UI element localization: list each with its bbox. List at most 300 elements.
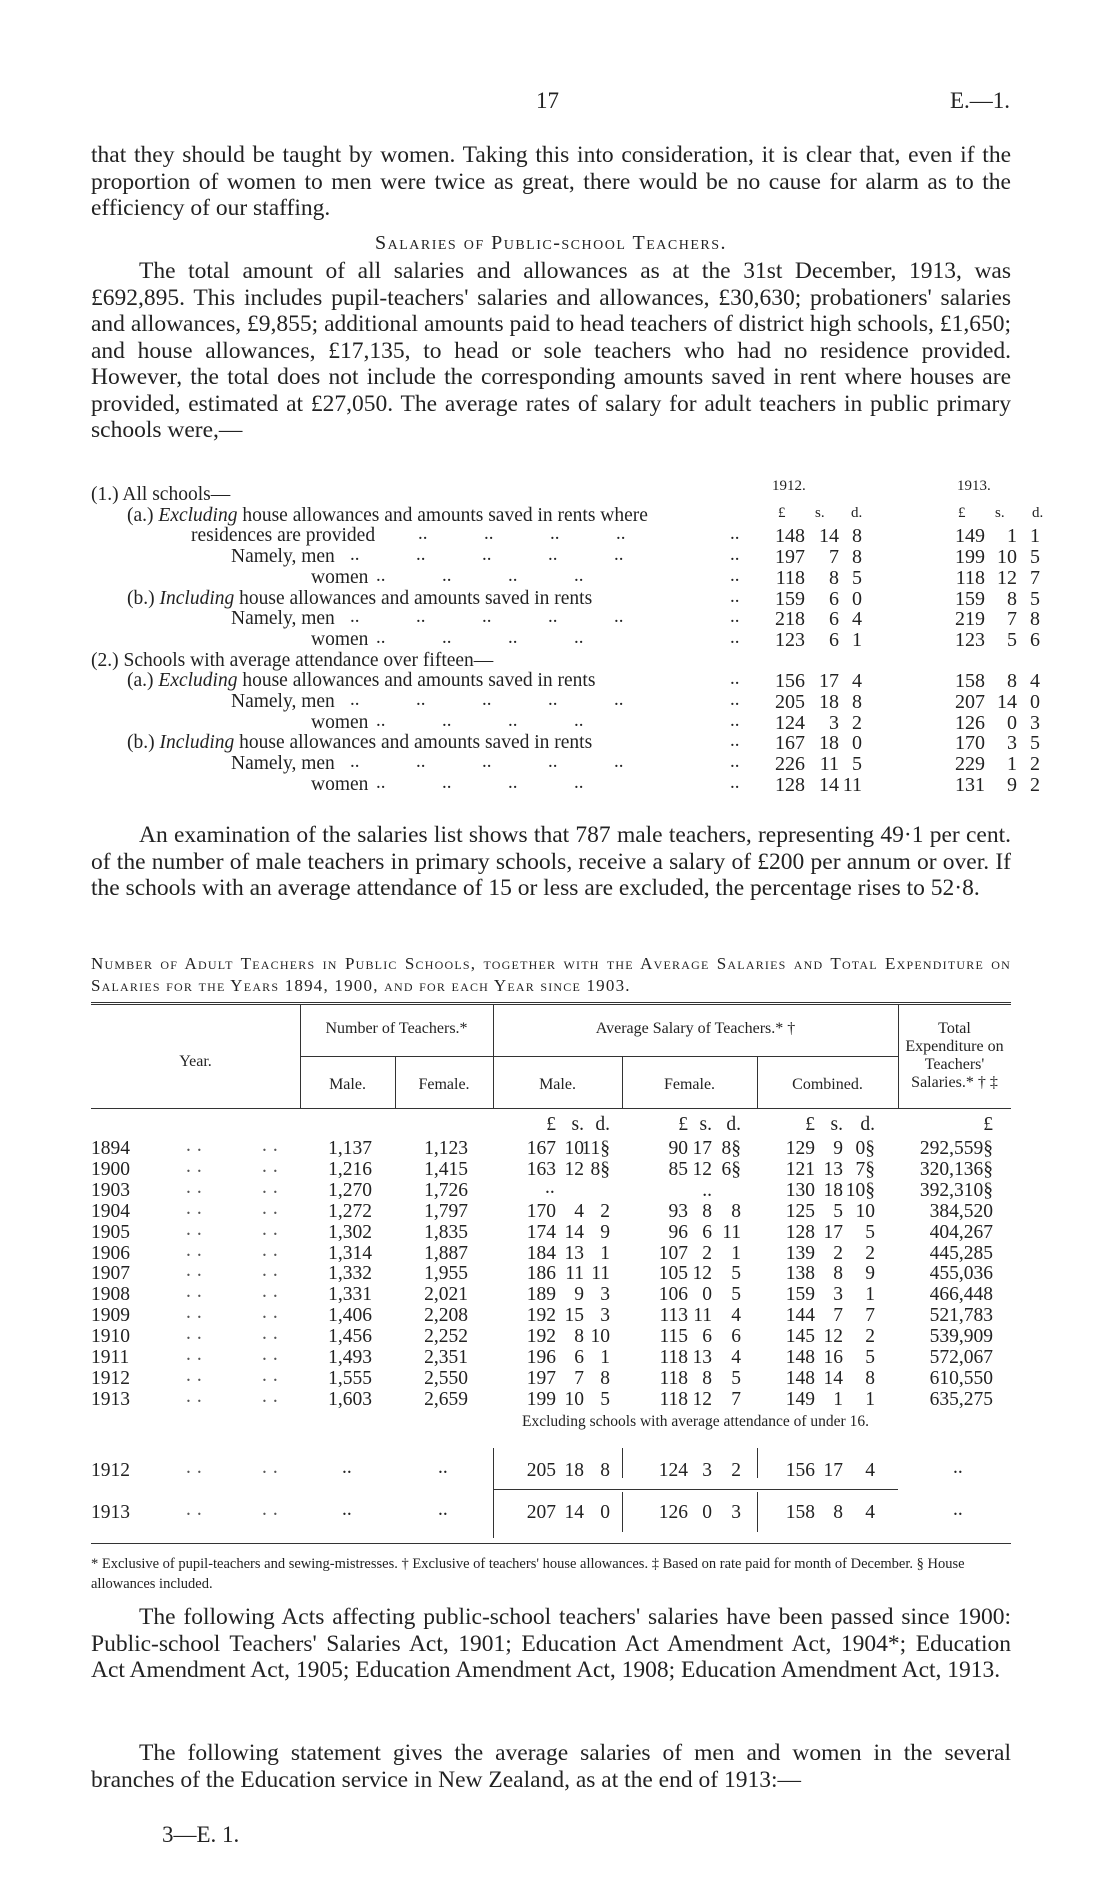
row-avg-female: 105 (658, 1263, 688, 1285)
rates-value-1913: 2 (1030, 773, 1040, 796)
row-avg-female: 0 (702, 1502, 712, 1523)
rates-value-1913: 1 (1030, 525, 1040, 548)
rates-value-1912: 123 (775, 628, 805, 651)
rates-value-1913: 207 (955, 691, 985, 713)
excl-rule (493, 1489, 898, 1490)
row-avg-combined: 129 (785, 1138, 815, 1159)
row-avg-male: 192 (526, 1305, 556, 1327)
rates-value-1912: 3 (829, 711, 839, 734)
rates-value-1912: 218 (775, 608, 805, 631)
row-male-count: 1,302 (328, 1221, 372, 1243)
rates-unit-header: s. (815, 505, 825, 521)
row-avg-combined: 1 (833, 1388, 843, 1410)
row-avg-male: 2 (600, 1200, 610, 1222)
row-leader-dots: .. (186, 1197, 208, 1219)
row-female-count: 2,550 (424, 1367, 468, 1389)
row-avg-male: 8 (600, 1367, 610, 1389)
rates-unit-header: £ (778, 505, 786, 521)
row-avg-female: 113 (659, 1305, 688, 1327)
row-avg-female: 2 (731, 1460, 741, 1481)
row-leader-dots: .. (186, 1218, 208, 1240)
row-leader-dots: .. (262, 1197, 284, 1219)
rates-leader-dots: .. (730, 626, 740, 648)
row-avg-female: 106 (658, 1284, 688, 1306)
rates-leader-dots: .. (574, 709, 584, 731)
row-avg-combined: 5 (865, 1347, 875, 1368)
rates-line-label: Namely, men (231, 753, 335, 775)
row-avg-male: 170 (526, 1200, 556, 1222)
rates-value-1913: 3 (1007, 732, 1017, 755)
row-year: 1909 (91, 1305, 130, 1327)
unit-avg-male: s. (571, 1114, 584, 1135)
row-year: 1908 (91, 1284, 130, 1306)
row-avg-combined: 14 (823, 1367, 843, 1389)
rates-value-1913: 5 (1030, 587, 1040, 610)
row-avg-combined: 12 (823, 1326, 843, 1348)
rates-value-1912: 5 (852, 753, 862, 776)
row-avg-male: 205 (526, 1460, 556, 1481)
row-male-count: 1,603 (328, 1388, 372, 1410)
rates-leader-dots: .. (614, 689, 624, 710)
row-female-count: 2,021 (424, 1284, 468, 1306)
row-female-count: .. (438, 1457, 448, 1478)
rates-leader-dots: .. (548, 689, 558, 710)
rates-leader-dots: .. (350, 689, 360, 710)
rates-value-1912: 14 (819, 525, 839, 548)
header-year: Year. (179, 1053, 212, 1070)
row-avg-combined: 130 (785, 1179, 815, 1201)
rates-value-1912: 0 (852, 732, 862, 755)
rates-line-label: (2.) Schools with average attendance over fifteen— (91, 649, 494, 671)
row-avg-female: 5 (731, 1284, 741, 1306)
rates-leader-dots: .. (376, 771, 386, 793)
row-avg-female: 6§ (721, 1158, 741, 1180)
row-avg-combined: 17 (823, 1460, 843, 1481)
rates-line-label: Namely, men (231, 608, 335, 630)
row-leader-dots: .. (186, 1323, 208, 1345)
row-avg-combined: 1 (865, 1284, 875, 1306)
statement-paragraph (91, 1740, 1011, 1793)
header-number-group: Number of Teachers.* (325, 1020, 468, 1037)
rates-value-1912: 18 (819, 732, 839, 755)
row-avg-male: 18 (564, 1460, 584, 1481)
row-avg-combined: 5 (833, 1200, 843, 1222)
rates-leader-dots: .. (350, 544, 360, 566)
row-avg-combined: 7§ (855, 1158, 875, 1180)
row-avg-male: 186 (526, 1263, 556, 1285)
row-total: 539,909 (929, 1326, 993, 1348)
row-year: 1905 (91, 1221, 130, 1243)
rates-value-1912: 14 (819, 773, 839, 796)
row-avg-female: 118 (659, 1367, 688, 1389)
rates-value-1912: 197 (775, 546, 805, 569)
row-leader-dots: .. (262, 1457, 284, 1478)
row-total: 292,559§ (919, 1138, 993, 1159)
row-avg-female: 93 (668, 1200, 688, 1222)
row-avg-female: 6 (702, 1221, 712, 1243)
rates-value-1913: 229 (955, 753, 985, 776)
row-leader-dots: .. (186, 1302, 208, 1324)
row-total: 455,036 (929, 1263, 993, 1285)
rates-value-1912: 8 (852, 546, 862, 569)
rates-leader-dots: .. (376, 564, 386, 586)
rates-value-1913: 8 (1007, 587, 1017, 610)
excluding-note: Excluding schools with average attendance of under 16. (522, 1412, 869, 1430)
rates-leader-dots: .. (508, 771, 518, 793)
rates-unit-header: s. (995, 505, 1005, 521)
row-avg-male: 11 (565, 1263, 584, 1285)
rates-line-label: (1.) All schools— (91, 484, 231, 505)
row-leader-dots: .. (262, 1176, 284, 1198)
row-total: .. (953, 1457, 963, 1478)
rates-leader-dots: .. (416, 606, 426, 628)
rates-value-1912: 148 (775, 525, 805, 548)
row-year: 1904 (91, 1200, 130, 1222)
rates-leader-dots: .. (730, 689, 740, 710)
row-avg-female: 11 (722, 1221, 741, 1243)
rates-value-1913: 5 (1030, 546, 1040, 569)
row-leader-dots: .. (186, 1155, 208, 1177)
rates-line-label: (a.) Excluding house allowances and amounts saved in rents (127, 670, 596, 692)
row-leader-dots: .. (186, 1364, 208, 1386)
row-avg-combined: 144 (785, 1305, 815, 1327)
row-avg-combined: 156 (785, 1460, 815, 1481)
row-year: 1903 (91, 1179, 130, 1201)
row-avg-male: 8 (574, 1326, 584, 1348)
row-male-count: 1,216 (328, 1158, 372, 1180)
row-avg-combined: 149 (785, 1388, 815, 1410)
rates-value-1912: 8 (852, 691, 862, 713)
row-total: 320,136§ (919, 1158, 993, 1180)
row-avg-female: 1 (731, 1242, 741, 1264)
row-male-count: 1,272 (328, 1200, 372, 1222)
row-avg-female: 3 (702, 1460, 712, 1481)
rates-leader-dots: .. (730, 709, 740, 731)
row-avg-male: 10 (590, 1326, 610, 1348)
row-avg-male: 14 (564, 1221, 584, 1243)
rates-value-1913: 3 (1030, 711, 1040, 734)
rates-value-1913: 158 (955, 670, 985, 693)
row-avg-male: 10 (564, 1138, 584, 1159)
unit-total: £ (983, 1114, 993, 1135)
page-number: 17 (536, 88, 559, 113)
row-leader-dots: .. (186, 1281, 208, 1303)
rates-unit-header: £ (958, 505, 966, 521)
row-avg-female: 5 (731, 1367, 741, 1389)
section-heading: Salaries of Public-school Teachers. (374, 232, 728, 254)
row-avg-female: 11 (693, 1305, 712, 1327)
row-avg-female: 13 (692, 1347, 712, 1368)
row-total: 572,067 (929, 1347, 993, 1368)
rates-value-1913: 9 (1007, 773, 1017, 796)
header-avg-combined: Combined. (792, 1076, 863, 1093)
header-total: Total Expenditure on Teachers' Salaries.* † ‡ (905, 1020, 1004, 1091)
row-avg-combined: 148 (785, 1367, 815, 1389)
row-avg-female: 2 (702, 1242, 712, 1264)
row-total: 392,310§ (919, 1179, 993, 1201)
rates-value-1913: 199 (955, 546, 985, 569)
row-avg-female: 4 (731, 1305, 741, 1327)
row-total: 384,520 (929, 1200, 993, 1222)
rates-leader-dots: .. (508, 709, 518, 731)
rates-value-1912: 6 (829, 628, 839, 651)
row-leader-dots: .. (186, 1176, 208, 1198)
unit-avg-combined: s. (830, 1114, 843, 1135)
row-female-count: 2,252 (424, 1326, 468, 1348)
row-leader-dots: .. (186, 1499, 208, 1520)
rates-leader-dots: .. (574, 771, 584, 793)
row-avg-male: 163 (526, 1158, 556, 1180)
row-male-count: 1,493 (328, 1347, 372, 1368)
rates-value-1912: 18 (819, 691, 839, 713)
row-avg-male: 207 (526, 1502, 556, 1523)
row-avg-male: 12 (564, 1158, 584, 1180)
rates-leader-dots: .. (574, 626, 584, 648)
rates-leader-dots: .. (418, 523, 428, 545)
row-avg-female: 8 (702, 1367, 712, 1389)
row-avg-combined: 125 (785, 1200, 815, 1222)
row-avg-combined: 10 (855, 1200, 875, 1222)
row-avg-combined: 128 (785, 1221, 815, 1243)
row-leader-dots: .. (186, 1239, 208, 1261)
row-leader-dots: .. (262, 1364, 284, 1386)
row-year: 1906 (91, 1242, 130, 1264)
row-avg-combined: 16 (823, 1347, 843, 1368)
row-avg-male: 11§ (581, 1138, 610, 1159)
unit-avg-female: s. (699, 1114, 712, 1135)
row-avg-combined: 2 (833, 1242, 843, 1264)
row-leader-dots: .. (262, 1323, 284, 1345)
row-avg-male: 3 (600, 1305, 610, 1327)
row-avg-male-empty: .. (545, 1176, 555, 1198)
rates-value-1913: 10 (997, 546, 1017, 569)
row-avg-combined: 139 (785, 1242, 815, 1264)
excl-column-rule (493, 1492, 494, 1532)
row-male-count: 1,332 (328, 1263, 372, 1285)
rates-value-1913: 6 (1030, 628, 1040, 651)
rates-leader-dots: .. (376, 709, 386, 731)
row-avg-combined: 17 (823, 1221, 843, 1243)
rates-value-1912: 159 (775, 587, 805, 610)
row-male-count: 1,456 (328, 1326, 372, 1348)
row-female-count: 2,208 (424, 1305, 468, 1327)
rates-emphasis: Including (159, 587, 235, 609)
row-year: 1912 (91, 1460, 130, 1481)
row-avg-female: 4 (731, 1347, 741, 1368)
header-average-group: Average Salary of Teachers.* † (595, 1020, 796, 1037)
rates-value-1912: 128 (775, 773, 805, 796)
row-leader-dots: .. (262, 1155, 284, 1177)
row-avg-male: 7 (574, 1367, 584, 1389)
rates-emphasis: Excluding (158, 504, 238, 526)
row-avg-male: 8§ (590, 1158, 610, 1180)
rates-value-1912: 0 (852, 587, 862, 610)
row-female-count: 1,415 (424, 1158, 468, 1180)
rates-value-1913: 12 (997, 566, 1017, 589)
rates-leader-dots: .. (416, 544, 426, 566)
row-male-count: 1,137 (328, 1138, 372, 1159)
rates-value-1912: 5 (852, 566, 862, 589)
row-avg-female: 12 (692, 1263, 712, 1285)
rates-value-1913: 159 (955, 587, 985, 610)
rates-leader-dots: .. (442, 709, 452, 731)
rates-value-1912: 205 (775, 691, 805, 713)
row-male-count: 1,406 (328, 1305, 372, 1327)
rates-line-label: Namely, men (231, 691, 335, 712)
rates-leader-dots: .. (614, 606, 624, 628)
row-avg-female: 85 (668, 1158, 688, 1180)
acts-paragraph (91, 1604, 1011, 1684)
row-female-count: 1,887 (424, 1242, 468, 1264)
rates-value-1913: 118 (955, 566, 985, 589)
row-year: 1913 (91, 1502, 130, 1523)
row-avg-male: 192 (526, 1326, 556, 1348)
row-avg-combined: 5 (865, 1221, 875, 1243)
row-avg-female: 107 (658, 1242, 688, 1264)
row-avg-female: 3 (731, 1502, 741, 1523)
row-leader-dots: .. (186, 1135, 208, 1156)
rates-value-1913: 219 (955, 608, 985, 631)
rates-leader-dots: .. (482, 606, 492, 628)
rates-value-1913: 131 (955, 773, 985, 796)
rates-value-1912: 1 (852, 628, 862, 651)
row-avg-female: 8 (731, 1200, 741, 1222)
rates-leader-dots: .. (616, 523, 626, 545)
rates-value-1912: 17 (819, 670, 839, 693)
row-avg-female: 124 (658, 1460, 688, 1481)
salaries-text: The total amount of all salaries and allowances as at the 31st December, 1913, was £692,895. This includes pupil-teachers' salaries and allowances, £30,630; probationers' salaries and allowances, £9,855; additional amounts paid to head teachers of district high schools, £1,650; and house allowances, £17,135, to head or sole teachers who had no residence provided. However, the total does not include the corresponding amounts saved in rent where houses are provided, estimated at £27,050. The average rates of salary for adult teachers in public primary schools were,— (91, 258, 1011, 443)
row-female-count: 2,659 (424, 1388, 468, 1410)
rates-leader-dots: .. (730, 771, 740, 793)
row-avg-combined: 158 (785, 1502, 815, 1523)
table-footnote: * Exclusive of pupil-teachers and sewing-mistresses. † Exclusive of teachers' house allowances. ‡ Based on rate paid for month of December. § House allowances included. (91, 1556, 965, 1592)
row-male-count: .. (342, 1457, 352, 1478)
row-leader-dots: .. (262, 1260, 284, 1282)
rates-value-1913: 126 (955, 711, 985, 734)
row-leader-dots: .. (262, 1135, 284, 1156)
row-avg-female: 118 (659, 1388, 688, 1410)
row-avg-combined: 121 (785, 1158, 815, 1180)
rates-value-1913: 5 (1030, 732, 1040, 755)
intro-text: that they should be taught by women. Taking this into consideration, it is clear that, even if the proportion of women to men were twice as great, there would be no cause for alarm as to the efficiency of our staffing. (91, 142, 1011, 221)
row-avg-male: 1 (600, 1242, 610, 1264)
excl-column-rule (622, 1448, 623, 1478)
rates-leader-dots: .. (350, 751, 360, 773)
document-reference: E.—1. (950, 88, 1011, 113)
row-avg-combined: 0§ (855, 1138, 875, 1159)
rates-value-1912: 124 (775, 711, 805, 734)
row-avg-combined: 18 (823, 1179, 843, 1201)
rates-leader-dots: .. (574, 564, 584, 586)
row-year: 1912 (91, 1367, 130, 1389)
row-avg-combined: 7 (865, 1305, 875, 1327)
row-male-count: 1,331 (328, 1284, 372, 1306)
row-total: .. (953, 1499, 963, 1520)
rates-leader-dots: .. (376, 626, 386, 648)
rates-line-label: women (311, 566, 369, 588)
rates-value-1913: 123 (955, 628, 985, 651)
row-avg-male: 15 (564, 1305, 584, 1327)
rates-leader-dots: .. (730, 730, 740, 752)
row-year: 1913 (91, 1388, 130, 1410)
row-avg-male: 3 (600, 1284, 610, 1306)
rates-leader-dots: .. (730, 523, 740, 545)
rates-value-1913: 1 (1007, 753, 1017, 776)
rates-leader-dots: .. (508, 564, 518, 586)
row-avg-female: 126 (658, 1502, 688, 1523)
row-male-count: 1,555 (328, 1367, 372, 1389)
row-avg-male: 5 (600, 1388, 610, 1410)
rates-leader-dots: .. (614, 751, 624, 773)
row-avg-combined: 13 (823, 1158, 843, 1180)
row-avg-male: 174 (526, 1221, 556, 1243)
row-avg-female: 0 (702, 1284, 712, 1306)
row-total: 635,275 (929, 1388, 993, 1410)
row-year: 1894 (91, 1138, 130, 1159)
rates-value-1913: 8 (1030, 608, 1040, 631)
rates-line-label: (b.) Including house allowances and amounts saved in rents (127, 732, 593, 754)
rates-value-1912: 4 (852, 670, 862, 693)
row-avg-female: 115 (659, 1326, 688, 1348)
row-avg-combined: 145 (785, 1326, 815, 1348)
row-avg-combined: 4 (865, 1502, 875, 1523)
rates-leader-dots: .. (730, 585, 740, 607)
rates-unit-header: d. (851, 505, 863, 521)
row-avg-combined: 10§ (845, 1179, 875, 1201)
rates-leader-dots: .. (614, 544, 624, 566)
rates-leader-dots: .. (730, 751, 740, 773)
row-avg-female: 6 (702, 1326, 712, 1348)
row-avg-male: 197 (526, 1367, 556, 1389)
row-leader-dots: .. (262, 1302, 284, 1324)
row-leader-dots: .. (262, 1218, 284, 1240)
row-avg-combined: 148 (785, 1347, 815, 1368)
row-avg-combined: 8 (833, 1502, 843, 1523)
rates-leader-dots: .. (508, 626, 518, 648)
rates-value-1913: 149 (955, 525, 985, 548)
rates-value-1912: 8 (852, 525, 862, 548)
rates-year-1912: 1912. (772, 478, 806, 494)
examination-paragraph (91, 822, 1011, 902)
row-avg-male: 199 (526, 1388, 556, 1410)
row-avg-male: 6 (574, 1347, 584, 1368)
row-avg-combined: 2 (865, 1326, 875, 1348)
rates-leader-dots: .. (350, 606, 360, 628)
rates-leader-dots: .. (482, 544, 492, 566)
rates-value-1913: 7 (1007, 608, 1017, 631)
row-leader-dots: .. (262, 1499, 284, 1520)
header-avg-male: Male. (539, 1076, 576, 1093)
unit-avg-combined: d. (860, 1114, 875, 1135)
header-male: Male. (329, 1076, 366, 1093)
salaries-paragraph (91, 258, 1011, 444)
rates-leader-dots: .. (484, 523, 494, 545)
rates-value-1912: 8 (829, 566, 839, 589)
rates-line-label: Namely, men (231, 546, 335, 568)
row-avg-female: 12 (692, 1388, 712, 1410)
examination-text: An examination of the salaries list shows that 787 male teachers, representing 49·1 per cent. of the number of male teachers in primary schools, receive a salary of £200 per annum or over. If the schools with an average attendance of 15 or less are excluded, the percentage rises to 52·8. (91, 822, 1011, 901)
rates-leader-dots: .. (730, 564, 740, 586)
row-avg-combined: 9 (833, 1138, 843, 1159)
row-avg-female: 96 (668, 1221, 688, 1243)
rates-value-1912: 11 (819, 753, 839, 776)
row-avg-male: 8 (600, 1460, 610, 1481)
header-female: Female. (418, 1076, 470, 1093)
row-leader-dots: .. (186, 1260, 208, 1282)
rates-value-1913: 7 (1030, 566, 1040, 589)
rates-leader-dots: .. (548, 751, 558, 773)
row-avg-male: 13 (564, 1242, 584, 1264)
